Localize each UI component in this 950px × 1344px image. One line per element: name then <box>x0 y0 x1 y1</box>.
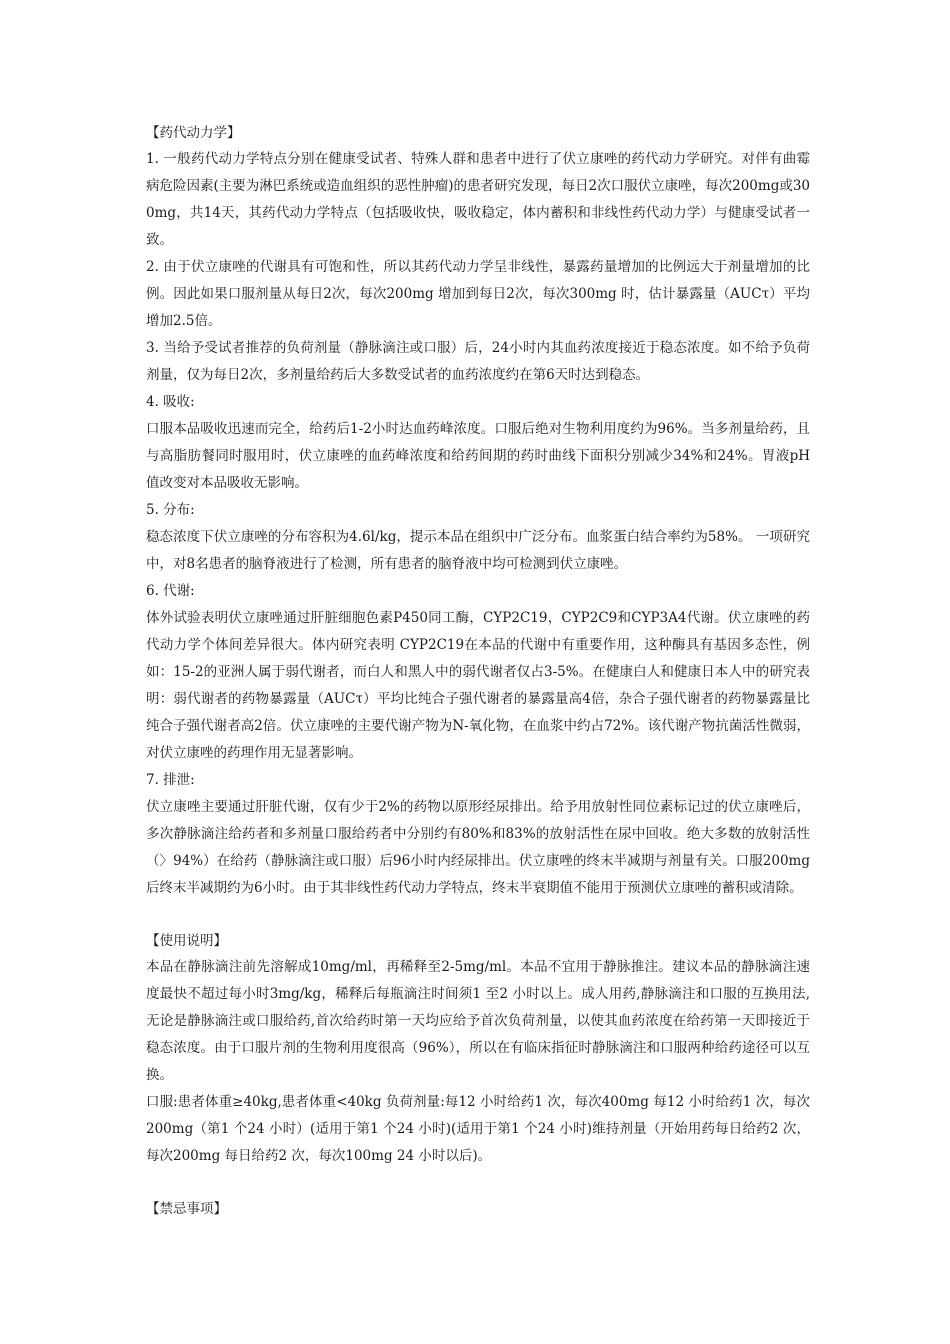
pk-absorption-text: 口服本品吸收迅速而完全，给药后1-2小时达血药峰浓度。口服后绝对生物利用度约为96%。当多剂量给药，且与高脂肪餐同时服用时，伏立康唑的血药峰浓度和给药间期的药时曲线下面积分别减少34%和24%。胃液pH 值改变对本品吸收无影响。 <box>146 421 810 491</box>
section-spacer <box>146 902 810 928</box>
pk-paragraph-2: 2. 由于伏立康唑的代谢具有可饱和性，所以其药代动力学呈非线性，暴露药量增加的比例远大于剂量增加的比例。因此如果口服剂量从每日2次，每次200mg 增加到每日2次，每次300mg 时，估计暴露量（AUCτ）平均增加2.5倍。 <box>146 259 810 329</box>
pk-paragraph-1: 1. 一般药代动力学特点分别在健康受试者、特殊人群和患者中进行了伏立康唑的药代动力学研究。对伴有曲霉病危险因素(主要为淋巴系统或造血组织的恶性肿瘤)的患者研究发现，每日2次口服伏立康唑，每次200mg或300mg，共14天，其药代动力学特点（包括吸收快，吸收稳定，体内蓄积和非线性药代动力学）与健康受试者一致。 <box>146 151 811 248</box>
section-spacer <box>146 1170 810 1196</box>
pk-paragraph-3: 3. 当给予受试者推荐的负荷剂量（静脉滴注或口服）后，24小时内其血药浓度接近于稳态浓度。如不给予负荷剂量，仅为每日2次，多剂量给药后大多数受试者的血药浓度约在第6天时达到稳态。 <box>146 340 810 383</box>
pk-excretion-title: 7. 排泄: <box>146 772 195 788</box>
pk-metabolism-text: 体外试验表明伏立康唑通过肝脏细胞色素P450同工酶，CYP2C19，CYP2C9和CYP3A4代谢。伏立康唑的药代动力学个体间差异很大。体内研究表明 CYP2C19在本品的代谢中有重要作用，这种酶具有基因多态性，例如：15-2的亚洲人属于弱代谢者，而白人和黑人中的弱代谢者仅占3-5%。在健康白人和健康日本人中的研究表明：弱代谢者的药物暴露量（AUCτ）平均比纯合子强代谢者的暴露量高4倍，杂合子强代谢者的药物暴露量比纯合子强代谢者高2倍。伏立康唑的主要代谢产物为N-氧化物，在血浆中约占72%。该代谢产物抗菌活性微弱，对伏立康唑的药理作用无显著影响。 <box>146 610 810 761</box>
pk-distribution-text: 稳态浓度下伏立康唑的分布容积为4.6l/kg，提示本品在组织中广泛分布。血浆蛋白结合率约为58%。 一项研究中，对8名患者的脑脊液进行了检测，所有患者的脑脊液中均可检测到伏立康唑。 <box>146 529 810 572</box>
usage-paragraph-2: 口服:患者体重≥40kg,患者体重<40kg 负荷剂量:每12 小时给药1 次，每次400mg 每12 小时给药1 次，每次200mg（第1 个24 小时）(适用于第1 个24 小时)(适用于第1 个24 小时)维持剂量（开始用药每日给药2 次，每次200mg 每日给药2 次，每次100mg 24 小时以后)。 <box>146 1094 810 1164</box>
pk-absorption-title: 4. 吸收: <box>146 394 195 410</box>
pk-excretion-text: 伏立康唑主要通过肝脏代谢，仅有少于2%的药物以原形经尿排出。给予用放射性同位素标记过的伏立康唑后，多次静脉滴注给药者和多剂量口服给药者中分别约有80%和83%的放射活性在尿中回收。绝大多数的放射活性（〉94%）在给药（静脉滴注或口服）后96小时内经尿排出。伏立康唑的终末半减期与剂量有关。口服200mg 后终末半减期约为6小时。由于其非线性药代动力学特点，终末半衰期值不能用于预测伏立康唑的蓄积或清除。 <box>146 799 810 896</box>
document-body <box>146 120 810 1222</box>
pk-metabolism-title: 6. 代谢: <box>146 583 195 599</box>
pk-section-title: 【药代动力学】 <box>146 125 241 141</box>
pk-distribution-title: 5. 分布: <box>146 502 195 518</box>
usage-section-title: 【使用说明】 <box>146 933 227 949</box>
usage-paragraph-1: 本品在静脉滴注前先溶解成10mg/ml，再稀释至2-5mg/ml。本品不宜用于静脉推注。建议本品的静脉滴注速度最快不超过每小时3mg/kg，稀释后每瓶滴注时间须1 至2 小时以上。成人用药,静脉滴注和口服的互换用法,无论是静脉滴注或口服给药,首次给药时第一天均应给予首次负荷剂量，以使其血药浓度在给药第一天即接近于稳态浓度。由于口服片剂的生物利用度很高（96%），所以在有临床指征时静脉滴注和口服两种给药途径可以互换。 <box>146 959 810 1083</box>
contraindications-section-title: 【禁忌事项】 <box>146 1201 227 1217</box>
